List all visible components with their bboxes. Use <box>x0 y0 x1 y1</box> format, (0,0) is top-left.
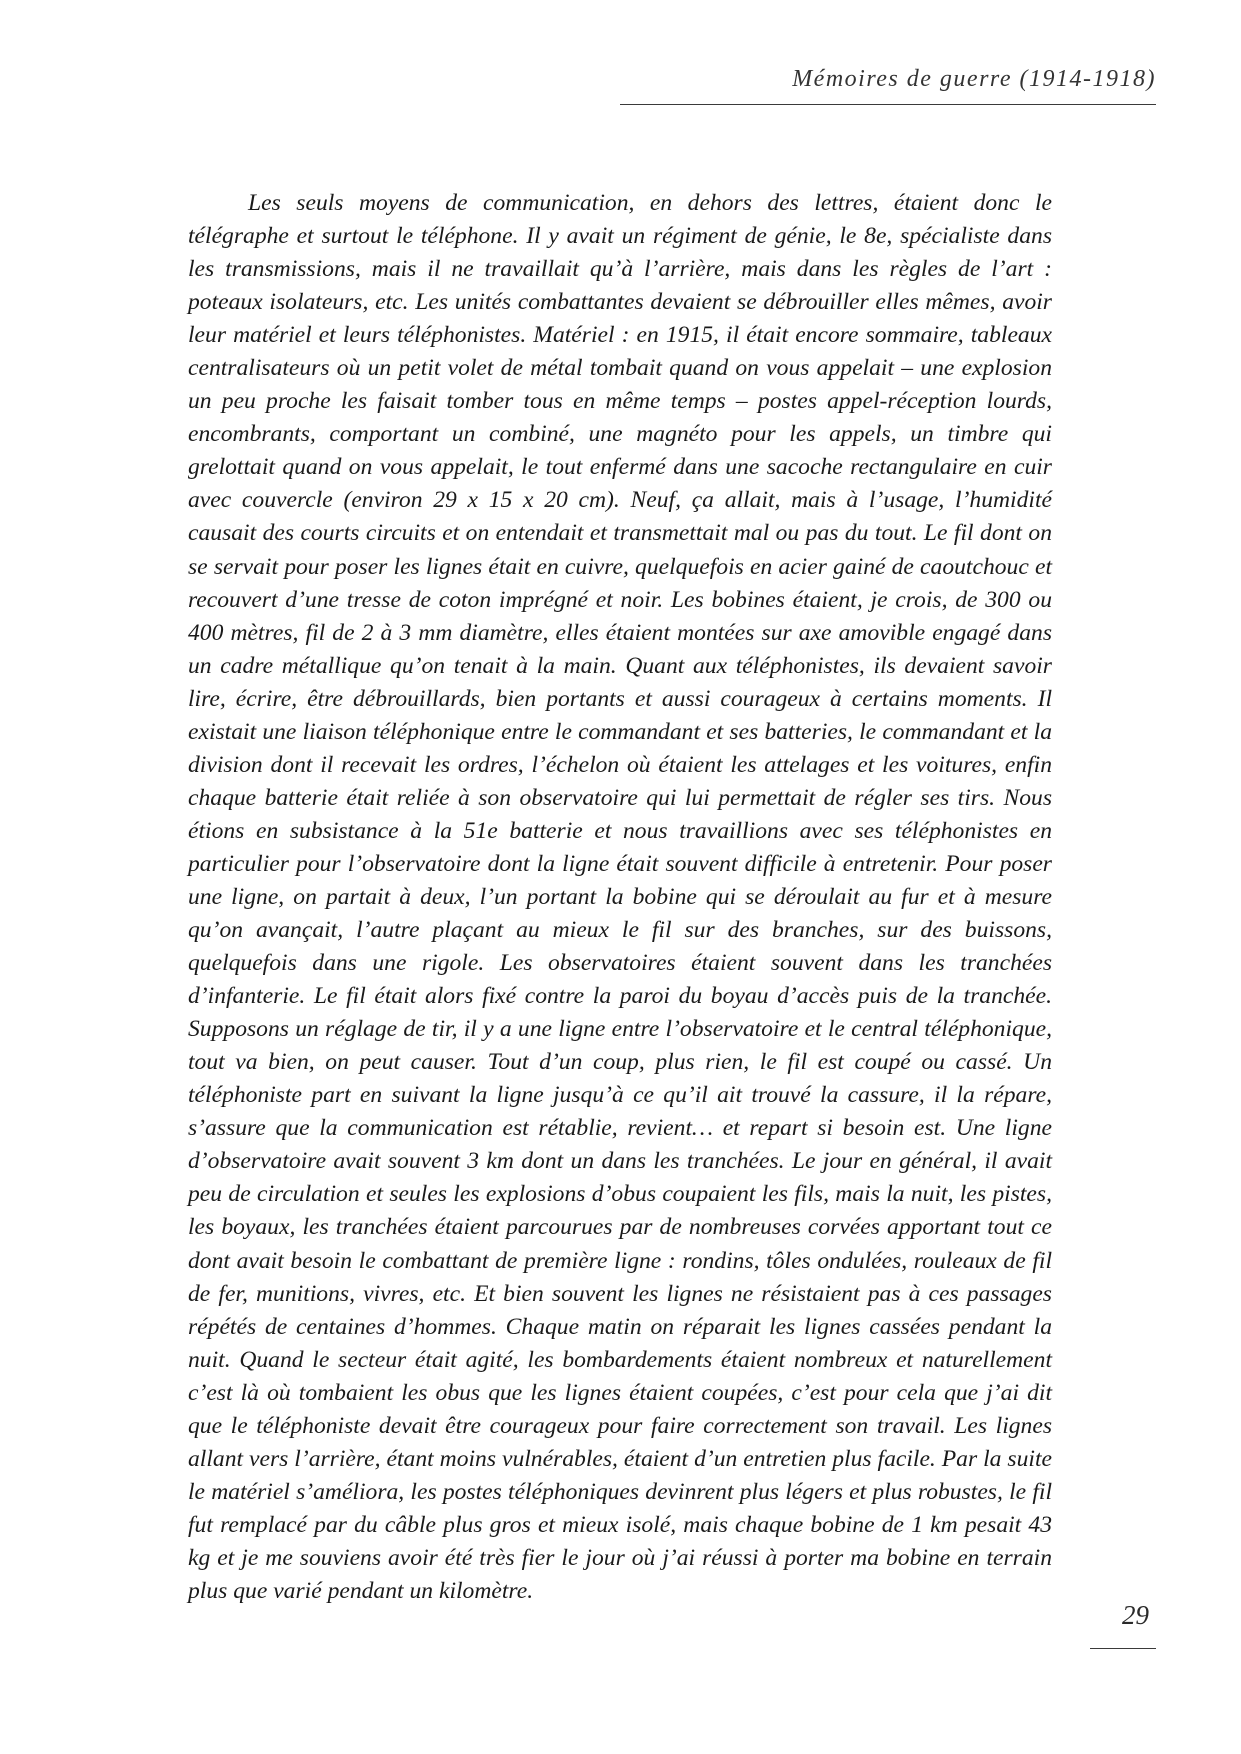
running-header-title: Mémoires de guerre (1914-1918) <box>792 66 1156 92</box>
body-paragraph: Les seuls moyens de communication, en dehors des lettres, étaient donc le télégraphe et surtout le téléphone. Il y avait un régiment de génie, le 8e, spécialiste dans les transmissions, mais il ne travaillait qu’à l’arrière, mais dans les règles de l’art : poteaux isolateurs, etc. Les unités combattantes devaient se débrouiller elles mêmes, avoir leur matériel et leurs téléphonistes. Matériel : en 1915, il était encore sommaire, tableaux centralisateurs où un petit volet de métal tombait quand on vous appelait – une explosion un peu proche les faisait tomber tous en même temps – postes appel-réception lourds, encombrants, comportant un combiné, une magnéto pour les appels, un timbre qui grelottait quand on vous appelait, le tout enfermé dans une sacoche rectangulaire en cuir avec couvercle (environ 29 x 15 x 20 cm). Neuf, ça allait, mais à l’usage, l’humidité causait des courts circuits et on entendait et transmettait mal ou pas du tout. Le fil dont on se servait pour poser les lignes était en cuivre, quelquefois en acier gainé de caoutchouc et recouvert d’une tresse de coton imprégné et noir. Les bobines étaient, je crois, de 300 ou 400 mètres, fil de 2 à 3 mm diamètre, elles étaient montées sur axe amovible engagé dans un cadre métallique qu’on tenait à la main. Quant aux téléphonistes, ils devaient savoir lire, écrire, être débrouillards, bien portants et aussi courageux à certains moments. Il existait une liaison téléphonique entre le commandant et ses batteries, le commandant et la division dont il recevait les ordres, l’échelon où étaient les attelages et les voitures, enfin chaque batterie était reliée à son observatoire qui lui permettait de régler ses tirs. Nous étions en subsistance à la 51e batterie et nous travaillions avec ses téléphonistes en particulier pour l’observatoire dont la ligne était souvent difficile à entretenir. Pour poser une ligne, on partait à deux, l’un portant la bobine qui se déroulait au fur et à mesure qu’on avançait, l’autre plaçant au mieux le fil sur des branches, sur des buissons, quelquefois dans une rigole. Les observatoires étaient souvent dans les tranchées d’infanterie. Le fil était alors fixé contre la paroi du boyau d’accès puis de la tranchée. Supposons un réglage de tir, il y a une ligne entre l’observatoire et le central téléphonique, tout va bien, on peut causer. Tout d’un coup, plus rien, le fil est coupé ou cassé. Un téléphoniste part en suivant la ligne jusqu’à ce qu’il ait trouvé la cassure, il la répare, s’assure que la communication est rétablie, revient… et repart si besoin est. Une ligne d’observatoire avait souvent 3 km dont un dans les tranchées. Le jour en général, il avait peu de circulation et seules les explosions d’obus coupaient les fils, mais la nuit, les pistes, les boyaux, les tranchées étaient parcourues par de nombreuses corvées apportant tout ce dont avait besoin le combattant de première ligne : rondins, tôles ondulées, rouleaux de fil de fer, munitions, vivres, etc. Et bien souvent les lignes ne résistaient pas à ces passages répétés de centaines d’hommes. Chaque matin on réparait les lignes cassées pendant la nuit. Quand le secteur était agité, les bombardements étaient nombreux et naturellement c’est là où tombaient les obus que les lignes étaient coupées, c’est pour cela que j’ai dit que le téléphoniste devait être courageux pour faire correctement son travail. Les lignes allant vers l’arrière, étant moins vulnérables, étaient d’un entretien plus facile. Par la suite le matériel s’améliora, les postes téléphoniques devinrent plus légers et plus robustes, le fil fut remplacé par du câble plus gros et mieux isolé, mais chaque bobine de 1 km pesait 43 kg et je me souviens avoir été très fier le jour où j’ai réussi à porter ma bobine en terrain plus que varié pendant un kilomètre. <box>188 190 1052 1604</box>
body-text <box>188 187 1052 1608</box>
footer-rule <box>1090 1648 1156 1649</box>
page-number: 29 <box>1122 1600 1149 1630</box>
header-rule <box>620 104 1156 105</box>
